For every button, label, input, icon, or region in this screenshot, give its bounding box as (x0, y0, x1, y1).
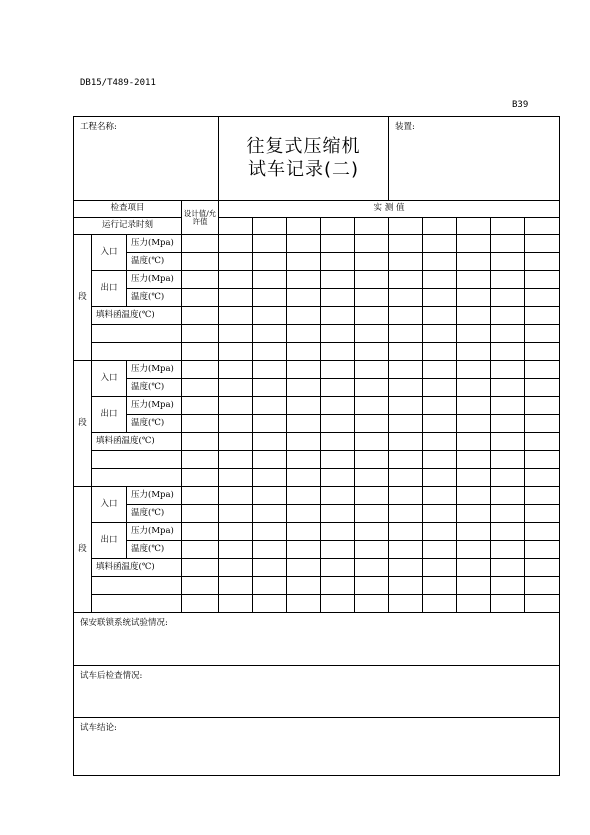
time-cell[interactable] (321, 218, 355, 235)
value-cell[interactable] (321, 361, 355, 379)
value-cell[interactable] (389, 343, 423, 361)
value-cell[interactable] (321, 577, 355, 595)
value-cell[interactable] (525, 271, 560, 289)
value-cell[interactable] (525, 361, 560, 379)
value-cell[interactable] (457, 469, 491, 487)
value-cell[interactable] (182, 379, 219, 397)
value-cell[interactable] (321, 487, 355, 505)
value-cell[interactable] (219, 343, 253, 361)
value-cell[interactable] (321, 397, 355, 415)
value-cell[interactable] (355, 505, 389, 523)
pressure-label: 压力(Mpa) (127, 271, 182, 289)
pressure-label: 压力(Mpa) (127, 523, 182, 541)
time-cell[interactable] (355, 218, 389, 235)
value-cell[interactable] (355, 469, 389, 487)
value-cell[interactable] (525, 433, 560, 451)
value-cell[interactable] (182, 541, 219, 559)
value-cell[interactable] (182, 487, 219, 505)
value-cell[interactable] (355, 577, 389, 595)
value-cell[interactable] (321, 253, 355, 271)
design-value-header: 设计值/允许值 (182, 201, 219, 235)
title-line-1: 往复式压缩机 (246, 136, 361, 157)
time-cell[interactable] (253, 218, 287, 235)
value-cell[interactable] (491, 577, 525, 595)
value-cell[interactable] (355, 415, 389, 433)
value-cell[interactable] (355, 307, 389, 325)
value-cell[interactable] (355, 451, 389, 469)
value-cell[interactable] (457, 541, 491, 559)
value-cell[interactable] (253, 307, 287, 325)
value-cell[interactable] (457, 397, 491, 415)
value-cell[interactable] (355, 433, 389, 451)
value-cell[interactable] (423, 541, 457, 559)
value-cell[interactable] (491, 235, 525, 253)
value-cell[interactable] (219, 595, 253, 613)
value-cell[interactable] (423, 595, 457, 613)
value-cell[interactable] (287, 523, 321, 541)
value-cell[interactable] (423, 325, 457, 343)
value-cell[interactable] (182, 325, 219, 343)
value-cell[interactable] (423, 559, 457, 577)
value-cell[interactable] (219, 433, 253, 451)
value-cell[interactable] (287, 469, 321, 487)
value-cell[interactable] (423, 433, 457, 451)
value-cell[interactable] (525, 235, 560, 253)
value-cell[interactable] (423, 415, 457, 433)
value-cell[interactable] (253, 325, 287, 343)
value-cell[interactable] (355, 559, 389, 577)
value-cell[interactable] (355, 595, 389, 613)
value-cell[interactable] (491, 487, 525, 505)
value-cell[interactable] (287, 235, 321, 253)
value-cell[interactable] (355, 271, 389, 289)
value-cell[interactable] (389, 397, 423, 415)
value-cell[interactable] (182, 397, 219, 415)
value-cell[interactable] (525, 451, 560, 469)
value-cell[interactable] (389, 433, 423, 451)
value-cell[interactable] (389, 235, 423, 253)
value-cell[interactable] (491, 343, 525, 361)
value-cell[interactable] (457, 271, 491, 289)
post-test-check-section[interactable] (74, 666, 560, 718)
value-cell[interactable] (321, 595, 355, 613)
value-cell[interactable] (253, 235, 287, 253)
value-cell[interactable] (182, 451, 219, 469)
value-cell[interactable] (491, 523, 525, 541)
value-cell[interactable] (389, 415, 423, 433)
temperature-label: 温度(℃) (127, 379, 182, 397)
value-cell[interactable] (253, 577, 287, 595)
value-cell[interactable] (423, 487, 457, 505)
value-cell[interactable] (219, 271, 253, 289)
value-cell[interactable] (355, 289, 389, 307)
value-cell[interactable] (219, 325, 253, 343)
temperature-label: 温度(℃) (127, 415, 182, 433)
value-cell[interactable] (355, 253, 389, 271)
packing-temp-label: 填料函温度(℃) (92, 307, 182, 325)
title-line-2: 试车记录(二) (247, 158, 360, 180)
value-cell[interactable] (182, 235, 219, 253)
value-cell[interactable] (253, 505, 287, 523)
inlet-label: 入口 (92, 487, 127, 523)
value-cell[interactable] (253, 469, 287, 487)
value-cell[interactable] (457, 307, 491, 325)
value-cell[interactable] (525, 559, 560, 577)
value-cell[interactable] (287, 487, 321, 505)
form-title (219, 117, 389, 201)
value-cell[interactable] (457, 505, 491, 523)
temperature-label: 温度(℃) (127, 541, 182, 559)
value-cell[interactable] (253, 379, 287, 397)
value-cell[interactable] (321, 325, 355, 343)
value-cell[interactable] (219, 559, 253, 577)
inlet-label: 入口 (92, 361, 127, 397)
value-cell[interactable] (287, 253, 321, 271)
value-cell[interactable] (219, 379, 253, 397)
value-cell[interactable] (253, 361, 287, 379)
value-cell[interactable] (253, 451, 287, 469)
value-cell[interactable] (423, 505, 457, 523)
value-cell[interactable] (457, 343, 491, 361)
value-cell[interactable] (423, 577, 457, 595)
value-cell[interactable] (253, 289, 287, 307)
value-cell[interactable] (287, 415, 321, 433)
value-cell[interactable] (423, 361, 457, 379)
value-cell[interactable] (219, 505, 253, 523)
value-cell[interactable] (219, 253, 253, 271)
value-cell[interactable] (219, 235, 253, 253)
value-cell[interactable] (253, 253, 287, 271)
value-cell[interactable] (389, 469, 423, 487)
blank-label-cell[interactable] (92, 469, 182, 487)
value-cell[interactable] (389, 361, 423, 379)
value-cell[interactable] (423, 379, 457, 397)
value-cell[interactable] (287, 379, 321, 397)
value-cell[interactable] (423, 289, 457, 307)
value-cell[interactable] (525, 595, 560, 613)
device-label: 装置: (395, 122, 415, 132)
value-cell[interactable] (423, 253, 457, 271)
value-cell[interactable] (321, 505, 355, 523)
value-cell[interactable] (525, 325, 560, 343)
value-cell[interactable] (321, 235, 355, 253)
value-cell[interactable] (389, 253, 423, 271)
value-cell[interactable] (253, 559, 287, 577)
interlock-test-section-label: 保安联锁系统试验情况: (80, 618, 168, 628)
temperature-label: 温度(℃) (127, 289, 182, 307)
value-cell[interactable] (491, 595, 525, 613)
value-cell[interactable] (287, 541, 321, 559)
value-cell[interactable] (355, 379, 389, 397)
value-cell[interactable] (219, 523, 253, 541)
value-cell[interactable] (182, 523, 219, 541)
value-cell[interactable] (491, 253, 525, 271)
value-cell[interactable] (321, 289, 355, 307)
value-cell[interactable] (491, 451, 525, 469)
value-cell[interactable] (321, 451, 355, 469)
value-cell[interactable] (253, 433, 287, 451)
value-cell[interactable] (525, 523, 560, 541)
value-cell[interactable] (389, 577, 423, 595)
value-cell[interactable] (219, 451, 253, 469)
value-cell[interactable] (355, 523, 389, 541)
value-cell[interactable] (321, 343, 355, 361)
value-cell[interactable] (389, 271, 423, 289)
value-cell[interactable] (321, 415, 355, 433)
value-cell[interactable] (182, 343, 219, 361)
value-cell[interactable] (355, 487, 389, 505)
value-cell[interactable] (457, 361, 491, 379)
value-cell[interactable] (389, 451, 423, 469)
value-cell[interactable] (253, 487, 287, 505)
value-cell[interactable] (457, 523, 491, 541)
value-cell[interactable] (525, 415, 560, 433)
test-conclusion-section-label: 试车结论: (80, 723, 117, 733)
value-cell[interactable] (219, 307, 253, 325)
value-cell[interactable] (457, 487, 491, 505)
value-cell[interactable] (491, 361, 525, 379)
value-cell[interactable] (219, 577, 253, 595)
value-cell[interactable] (287, 307, 321, 325)
value-cell[interactable] (457, 595, 491, 613)
value-cell[interactable] (321, 523, 355, 541)
value-cell[interactable] (525, 469, 560, 487)
time-cell[interactable] (389, 218, 423, 235)
value-cell[interactable] (219, 361, 253, 379)
value-cell[interactable] (491, 469, 525, 487)
value-cell[interactable] (525, 541, 560, 559)
value-cell[interactable] (321, 541, 355, 559)
value-cell[interactable] (423, 343, 457, 361)
value-cell[interactable] (423, 523, 457, 541)
blank-label-cell[interactable] (92, 577, 182, 595)
check-item-header: 检查项目 (74, 201, 182, 218)
value-cell[interactable] (182, 577, 219, 595)
value-cell[interactable] (182, 253, 219, 271)
time-cell[interactable] (287, 218, 321, 235)
device-cell (389, 117, 560, 201)
value-cell[interactable] (389, 505, 423, 523)
value-cell[interactable] (457, 379, 491, 397)
value-cell[interactable] (219, 487, 253, 505)
value-cell[interactable] (219, 415, 253, 433)
value-cell[interactable] (491, 325, 525, 343)
value-cell[interactable] (389, 307, 423, 325)
value-cell[interactable] (389, 541, 423, 559)
value-cell[interactable] (287, 325, 321, 343)
value-cell[interactable] (525, 487, 560, 505)
value-cell[interactable] (491, 541, 525, 559)
value-cell[interactable] (321, 559, 355, 577)
value-cell[interactable] (219, 469, 253, 487)
test-record-table (73, 116, 560, 776)
value-cell[interactable] (389, 595, 423, 613)
value-cell[interactable] (287, 577, 321, 595)
value-cell[interactable] (287, 451, 321, 469)
value-cell[interactable] (287, 505, 321, 523)
value-cell[interactable] (253, 397, 287, 415)
value-cell[interactable] (525, 397, 560, 415)
value-cell[interactable] (321, 307, 355, 325)
value-cell[interactable] (457, 235, 491, 253)
value-cell[interactable] (287, 559, 321, 577)
value-cell[interactable] (491, 559, 525, 577)
time-cell[interactable] (457, 218, 491, 235)
project-name-label: 工程名称: (80, 122, 117, 132)
value-cell[interactable] (321, 433, 355, 451)
value-cell[interactable] (525, 307, 560, 325)
outlet-label: 出口 (92, 271, 127, 307)
packing-temp-label: 填料函温度(℃) (92, 559, 182, 577)
value-cell[interactable] (423, 307, 457, 325)
time-cell[interactable] (423, 218, 457, 235)
pressure-label: 压力(Mpa) (127, 235, 182, 253)
value-cell[interactable] (287, 289, 321, 307)
blank-label-cell[interactable] (92, 595, 182, 613)
value-cell[interactable] (321, 271, 355, 289)
post-test-check-section-label: 试车后检查情况: (80, 671, 143, 681)
value-cell[interactable] (525, 343, 560, 361)
section-cell: 段 (74, 487, 92, 613)
value-cell[interactable] (182, 505, 219, 523)
section-cell: 段 (74, 235, 92, 361)
inlet-label: 入口 (92, 235, 127, 271)
time-cell[interactable] (491, 218, 525, 235)
value-cell[interactable] (457, 577, 491, 595)
value-cell[interactable] (219, 541, 253, 559)
value-cell[interactable] (457, 433, 491, 451)
temperature-label: 温度(℃) (127, 253, 182, 271)
value-cell[interactable] (491, 433, 525, 451)
value-cell[interactable] (389, 487, 423, 505)
value-cell[interactable] (253, 415, 287, 433)
value-cell[interactable] (287, 271, 321, 289)
value-cell[interactable] (491, 289, 525, 307)
value-cell[interactable] (491, 505, 525, 523)
value-cell[interactable] (182, 415, 219, 433)
outlet-label: 出口 (92, 397, 127, 433)
value-cell[interactable] (182, 559, 219, 577)
value-cell[interactable] (253, 271, 287, 289)
value-cell[interactable] (253, 523, 287, 541)
value-cell[interactable] (355, 541, 389, 559)
value-cell[interactable] (182, 271, 219, 289)
value-cell[interactable] (491, 415, 525, 433)
interlock-test-section[interactable] (74, 613, 560, 666)
value-cell[interactable] (491, 397, 525, 415)
value-cell[interactable] (457, 289, 491, 307)
value-cell[interactable] (389, 379, 423, 397)
value-cell[interactable] (287, 343, 321, 361)
value-cell[interactable] (182, 469, 219, 487)
value-cell[interactable] (457, 415, 491, 433)
value-cell[interactable] (355, 343, 389, 361)
value-cell[interactable] (287, 397, 321, 415)
value-cell[interactable] (355, 235, 389, 253)
value-cell[interactable] (457, 451, 491, 469)
value-cell[interactable] (182, 307, 219, 325)
time-cell[interactable] (525, 218, 560, 235)
value-cell[interactable] (287, 595, 321, 613)
blank-label-cell[interactable] (92, 343, 182, 361)
form-code: B39 (512, 100, 529, 110)
value-cell[interactable] (525, 379, 560, 397)
section-cell: 段 (74, 361, 92, 487)
temperature-label: 温度(℃) (127, 505, 182, 523)
value-cell[interactable] (423, 235, 457, 253)
value-cell[interactable] (321, 469, 355, 487)
value-cell[interactable] (389, 289, 423, 307)
value-cell[interactable] (389, 523, 423, 541)
value-cell[interactable] (253, 343, 287, 361)
value-cell[interactable] (525, 253, 560, 271)
value-cell[interactable] (182, 595, 219, 613)
pressure-label: 压力(Mpa) (127, 487, 182, 505)
project-name-cell (74, 117, 219, 201)
value-cell[interactable] (525, 505, 560, 523)
run-time-header: 运行记录时刻 (74, 218, 182, 235)
packing-temp-label: 填料函温度(℃) (92, 433, 182, 451)
value-cell[interactable] (321, 379, 355, 397)
value-cell[interactable] (423, 397, 457, 415)
value-cell[interactable] (525, 289, 560, 307)
value-cell[interactable] (355, 397, 389, 415)
value-cell[interactable] (491, 379, 525, 397)
value-cell[interactable] (491, 271, 525, 289)
value-cell[interactable] (355, 361, 389, 379)
value-cell[interactable] (182, 361, 219, 379)
value-cell[interactable] (182, 433, 219, 451)
value-cell[interactable] (491, 307, 525, 325)
value-cell[interactable] (287, 361, 321, 379)
blank-label-cell[interactable] (92, 325, 182, 343)
value-cell[interactable] (355, 325, 389, 343)
value-cell[interactable] (457, 559, 491, 577)
value-cell[interactable] (457, 325, 491, 343)
test-conclusion-section[interactable] (74, 718, 560, 776)
pressure-label: 压力(Mpa) (127, 361, 182, 379)
blank-label-cell[interactable] (92, 451, 182, 469)
standard-number: DB15/T489-2011 (80, 78, 156, 88)
value-cell[interactable] (287, 433, 321, 451)
value-cell[interactable] (423, 271, 457, 289)
value-cell[interactable] (219, 397, 253, 415)
value-cell[interactable] (182, 289, 219, 307)
value-cell[interactable] (525, 577, 560, 595)
pressure-label: 压力(Mpa) (127, 397, 182, 415)
value-cell[interactable] (219, 289, 253, 307)
value-cell[interactable] (423, 451, 457, 469)
time-cell[interactable] (219, 218, 253, 235)
value-cell[interactable] (253, 595, 287, 613)
outlet-label: 出口 (92, 523, 127, 559)
value-cell[interactable] (423, 469, 457, 487)
measured-value-header: 实 测 值 (219, 201, 560, 218)
value-cell[interactable] (253, 541, 287, 559)
value-cell[interactable] (457, 253, 491, 271)
value-cell[interactable] (389, 325, 423, 343)
value-cell[interactable] (389, 559, 423, 577)
